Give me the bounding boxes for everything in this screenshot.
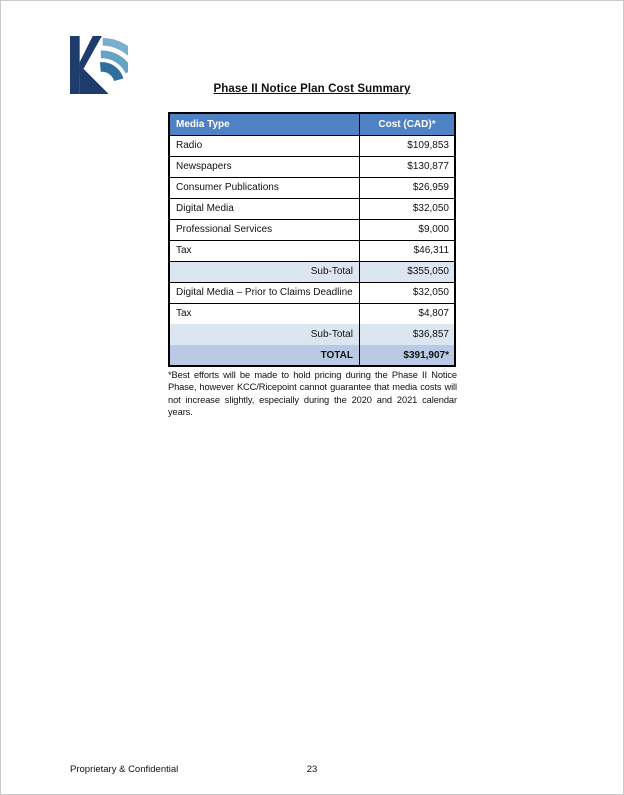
media-type-cell: Digital Media – Prior to Claims Deadline [169,282,359,303]
cost-cell: $109,853 [359,135,455,156]
cost-cell: $32,050 [359,282,455,303]
subtotal-label-cell: Sub-Total [169,261,359,282]
signal-arcs-icon [100,42,128,80]
cost-cell: $32,050 [359,198,455,219]
table-row-digital-media-prior [169,282,455,303]
table-row-digital-media [169,198,455,219]
cost-cell: $4,807 [359,303,455,324]
total-cost-cell: $391,907* [359,345,455,366]
table-row-consumer-publications [169,177,455,198]
table-row-professional-services [169,219,455,240]
cost-cell: $9,000 [359,219,455,240]
header-media-type: Media Type [169,113,359,135]
media-type-cell: Consumer Publications [169,177,359,198]
media-type-cell: Professional Services [169,219,359,240]
cost-summary-table [168,112,456,367]
subtotal-cost-cell: $355,050 [359,261,455,282]
table-row-subtotal-2 [169,324,455,345]
table-row-total [169,345,455,366]
table-row-radio [169,135,455,156]
table-header-row [169,113,455,135]
table-row-tax-2 [169,303,455,324]
confidential-label: Proprietary & Confidential [70,764,179,775]
media-type-cell: Tax [169,303,359,324]
cost-cell: $46,311 [359,240,455,261]
media-type-cell: Tax [169,240,359,261]
subtotal-label-cell: Sub-Total [169,324,359,345]
cost-cell: $130,877 [359,156,455,177]
header-cost-cad: Cost (CAD)* [359,113,455,135]
media-type-cell: Radio [169,135,359,156]
table-row-subtotal-1 [169,261,455,282]
page-title: Phase II Notice Plan Cost Summary [213,83,411,95]
cost-cell: $26,959 [359,177,455,198]
subtotal-cost-cell: $36,857 [359,324,455,345]
media-type-cell: Digital Media [169,198,359,219]
page-number: 23 [306,764,318,775]
table-row-tax-1 [169,240,455,261]
media-type-cell: Newspapers [169,156,359,177]
pricing-footnote: *Best efforts will be made to hold pricing during the Phase II Notice Phase, however KCC/Ricepoint cannot guarantee that media costs will not increase slightly, especially during the 2020 and 2021 calendar years. [168,370,457,417]
table-row-newspapers [169,156,455,177]
total-label-cell: TOTAL [169,345,359,366]
